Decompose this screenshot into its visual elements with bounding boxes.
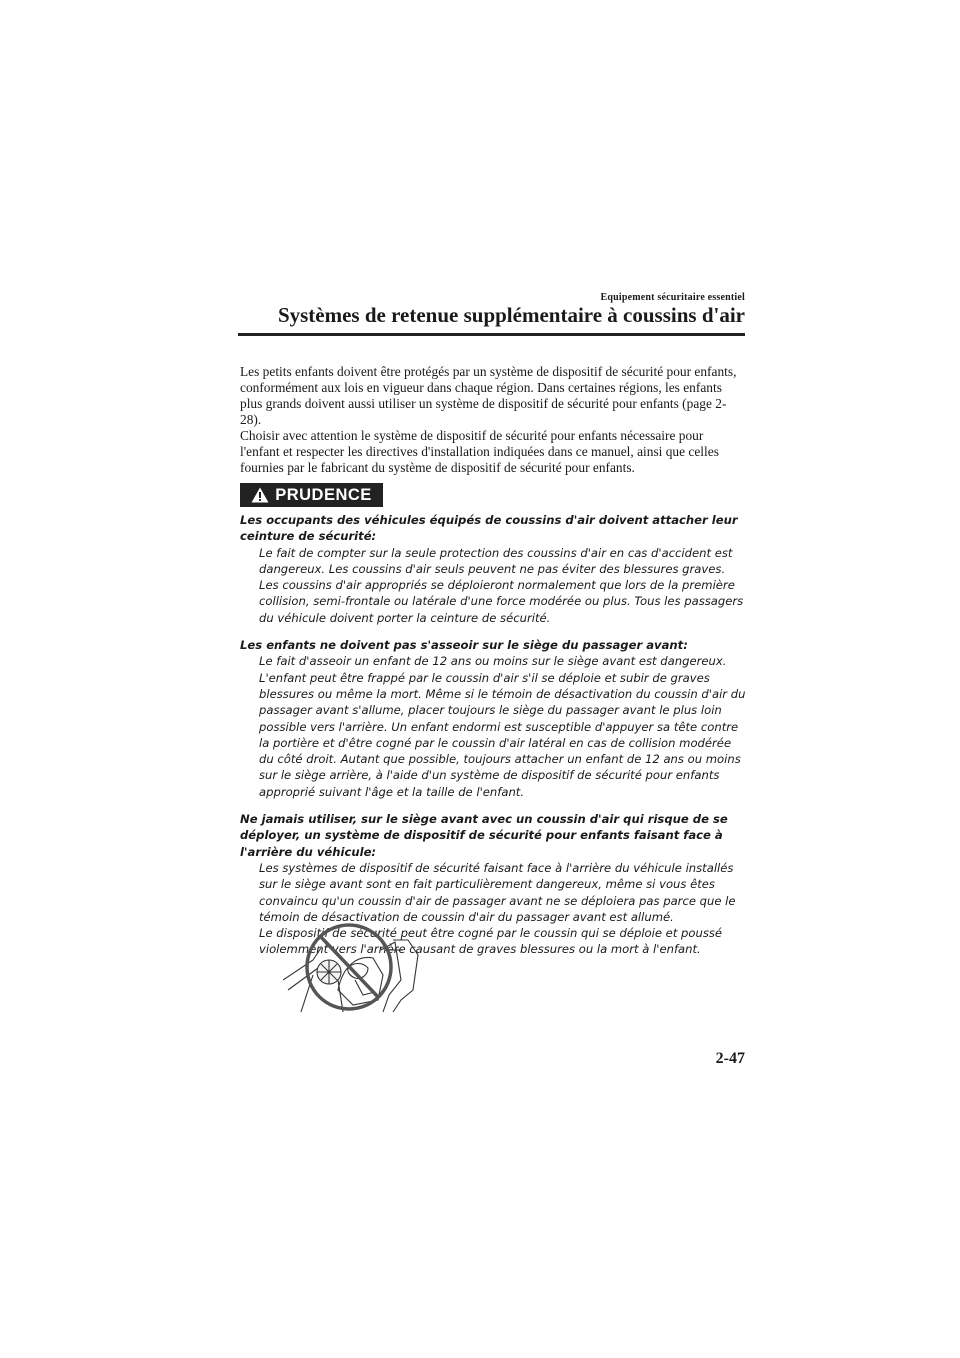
page-number: 2-47: [715, 1050, 745, 1067]
section-label: Equipement sécuritaire essentiel: [600, 292, 745, 303]
caution-heading: Les enfants ne doivent pas s'asseoir sur le siège du passager avant:: [240, 638, 688, 653]
page-title: Systèmes de retenue supplémentaire à coussins d'air: [277, 303, 745, 327]
caution-item: [240, 512, 748, 626]
caution-banner: [240, 483, 383, 507]
no-rear-facing-child-seat-icon: [283, 920, 423, 1015]
warning-triangle-icon: [251, 487, 269, 503]
caution-body: Le fait de compter sur la seule protection des coussins d'air en cas d'accident est dangereux. Les coussins d'air seuls peuvent ne pas éviter des blessures graves. Les coussins d'air appropriés se déploieront normalement que lors de la première collision, semi-frontale ou latérale d'une force modérée ou plus. Tous les passagers du véhicule doivent porter la ceinture de sécurité.: [259, 545, 744, 625]
caution-body: Les systèmes de dispositif de sécurité faisant face à l'arrière du véhicule installés sur le siège avant sont en fait particulièrement dangereux, même si vous êtes convaincu qu'un coussin d'air de passager avant ne se déploiera pas parce que le témoin de désactivation de coussin d'air du passager avant est allumé.: [259, 860, 736, 924]
caution-label: PRUDENCE: [275, 485, 372, 504]
caution-body: Le fait d'asseoir un enfant de 12 ans ou moins sur le siège avant est dangereux. L'enfant peut être frappé par le coussin d'air s'il se déploie et subir de graves blessures ou même la mort. Même si le témoin de désactivation du coussin d'air du passager avant s'allume, placer toujours le siège du passager avant le plus loin possible vers l'arrière. Un enfant endormi est susceptible d'appuyer sa tête contre la portière et d'être cogné par le coussin d'air latéral en cas de collision modérée du côté droit. Autant que possible, toujours attacher un enfant de 12 ans ou moins sur le siège arrière, à l'aide d'un système de dispositif de sécurité pour enfants approprié suivant l'âge et la taille de l'enfant.: [259, 654, 746, 799]
caution-list: [240, 512, 748, 969]
caution-heading: Les occupants des véhicules équipés de coussins d'air doivent attacher leur ceinture de sécurité:: [240, 513, 738, 544]
intro-paragraph-1: Les petits enfants doivent être protégés par un système de dispositif de sécurité pour enfants, conformément aux lois en vigueur dans chaque région. Dans certaines régions, les enfants plus grands doivent aussi utiliser un système de dispositif de sécurité pour enfants (page 2-28).: [240, 364, 737, 427]
intro-paragraph-2: Choisir avec attention le système de dispositif de sécurité pour enfants nécessaire pour l'enfant et respecter les directives d'installation indiquées dans ce manuel, ainsi que celles fournies par le fabricant du système de dispositif de sécurité pour enfants.: [240, 428, 719, 475]
caution-heading: Ne jamais utiliser, sur le siège avant avec un coussin d'air qui risque de se déployer, un système de dispositif de sécurité pour enfants faisant face à l'arrière du véhicule:: [240, 812, 728, 859]
caution-body-continued: Le dispositif de sécurité peut être cogné par le coussin qui se déploie et poussé violemment vers l'arrière causant de graves blessures ou la mort à l'enfant.: [259, 926, 723, 957]
caution-item: [240, 637, 748, 800]
intro-text: [240, 364, 745, 476]
title-divider: [238, 333, 745, 336]
